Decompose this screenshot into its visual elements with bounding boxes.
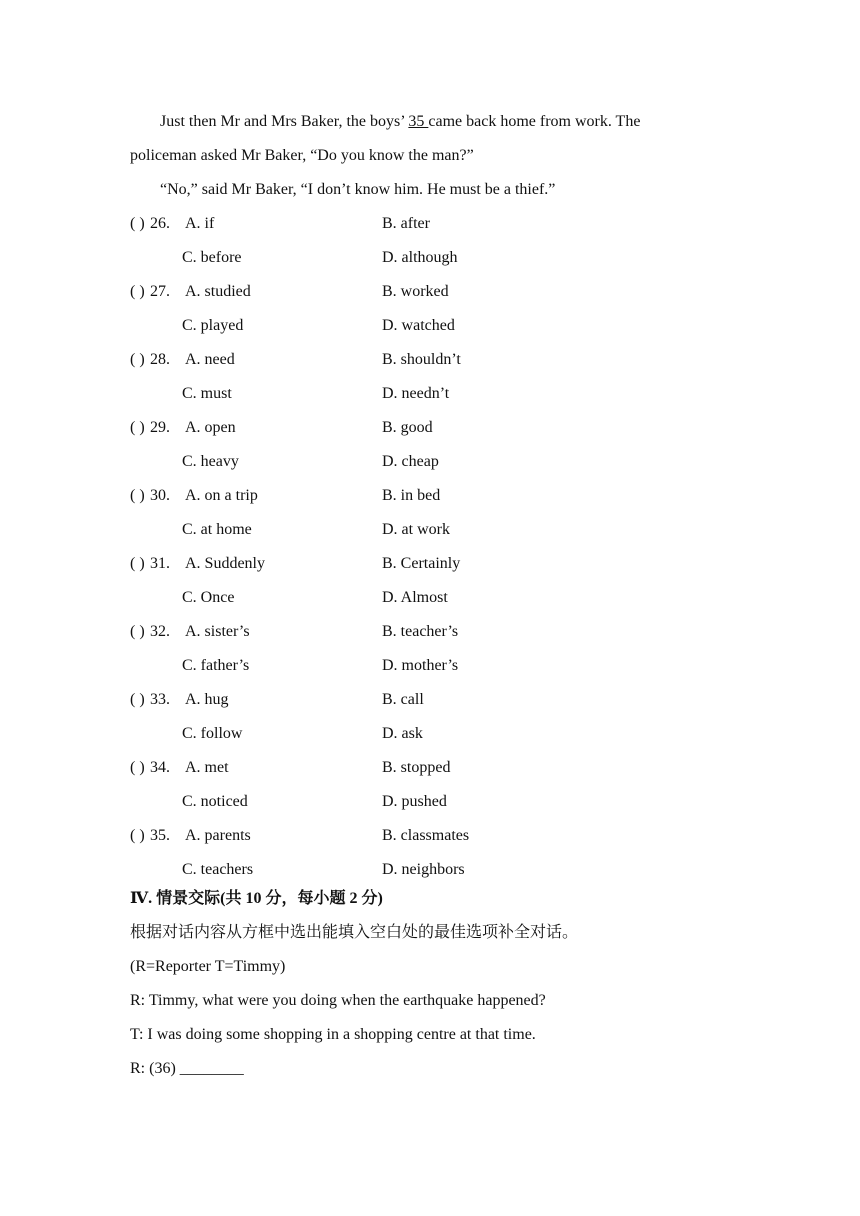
question-number: 35. xyxy=(150,827,170,844)
option-a: A. hug xyxy=(185,691,229,708)
option-a: A. parents xyxy=(185,827,251,844)
option-a: A. on a trip xyxy=(185,487,258,504)
passage-text: Just then Mr and Mrs Baker, the boys’ xyxy=(160,113,405,130)
option-b: B. Certainly xyxy=(382,555,461,572)
option-d: D. mother’s xyxy=(382,657,459,674)
option-d: D. ask xyxy=(382,725,423,742)
option-b: B. good xyxy=(382,419,433,436)
option-a: A. Suddenly xyxy=(185,555,265,572)
option-d: D. pushed xyxy=(382,793,447,810)
option-b: B. in bed xyxy=(382,487,441,504)
option-c: C. played xyxy=(182,317,244,334)
option-a: A. studied xyxy=(185,283,251,300)
option-d: D. although xyxy=(382,249,458,266)
option-d: D. cheap xyxy=(382,453,439,470)
passage-line-2: policeman asked Mr Baker, “Do you know the man?” xyxy=(130,147,474,164)
option-c: C. father’s xyxy=(182,657,250,674)
section-instruction: 根据对话内容从方框中选出能填入空白处的最佳选项补全对话。 xyxy=(130,924,579,941)
option-c: C. teachers xyxy=(182,861,254,878)
question-number: 27. xyxy=(150,283,170,300)
answer-bracket[interactable]: ( ) xyxy=(130,691,145,708)
option-c: C. heavy xyxy=(182,453,239,470)
roles-legend: (R=Reporter T=Timmy) xyxy=(130,958,286,975)
dialog-line: R: (36) ________ xyxy=(130,1060,244,1077)
question-number: 31. xyxy=(150,555,170,572)
option-a: A. need xyxy=(185,351,235,368)
option-d: D. Almost xyxy=(382,589,448,606)
question-number: 28. xyxy=(150,351,170,368)
dialog-line: R: Timmy, what were you doing when the earthquake happened? xyxy=(130,992,546,1009)
option-a: A. met xyxy=(185,759,229,776)
question-number: 26. xyxy=(150,215,170,232)
blank-35: 35 xyxy=(408,113,429,130)
answer-bracket[interactable]: ( ) xyxy=(130,283,145,300)
option-b: B. after xyxy=(382,215,430,232)
dialog-line: T: I was doing some shopping in a shopping centre at that time. xyxy=(130,1026,536,1043)
answer-bracket[interactable]: ( ) xyxy=(130,487,145,504)
passage-line-3: “No,” said Mr Baker, “I don’t know him. He must be a thief.” xyxy=(160,181,556,198)
option-b: B. teacher’s xyxy=(382,623,459,640)
option-d: D. neighbors xyxy=(382,861,465,878)
answer-bracket[interactable]: ( ) xyxy=(130,555,145,572)
section-heading: Ⅳ. 情景交际(共 10 分，每小题 2 分) xyxy=(130,890,383,907)
answer-bracket[interactable]: ( ) xyxy=(130,215,145,232)
option-c: C. noticed xyxy=(182,793,248,810)
question-number: 32. xyxy=(150,623,170,640)
answer-bracket[interactable]: ( ) xyxy=(130,827,145,844)
passage-line-1 xyxy=(160,112,640,132)
option-c: C. Once xyxy=(182,589,235,606)
option-a: A. sister’s xyxy=(185,623,250,640)
passage-text: came back home from work. The xyxy=(428,113,641,130)
option-c: C. before xyxy=(182,249,242,266)
question-number: 29. xyxy=(150,419,170,436)
answer-bracket[interactable]: ( ) xyxy=(130,759,145,776)
option-d: D. needn’t xyxy=(382,385,450,402)
answer-bracket[interactable]: ( ) xyxy=(130,351,145,368)
option-d: D. watched xyxy=(382,317,455,334)
option-b: B. stopped xyxy=(382,759,451,776)
question-number: 34. xyxy=(150,759,170,776)
option-c: C. at home xyxy=(182,521,252,538)
option-d: D. at work xyxy=(382,521,450,538)
question-number: 33. xyxy=(150,691,170,708)
option-a: A. open xyxy=(185,419,236,436)
option-c: C. follow xyxy=(182,725,243,742)
option-b: B. shouldn’t xyxy=(382,351,461,368)
answer-bracket[interactable]: ( ) xyxy=(130,419,145,436)
answer-bracket[interactable]: ( ) xyxy=(130,623,145,640)
option-b: B. call xyxy=(382,691,424,708)
question-number: 30. xyxy=(150,487,170,504)
option-b: B. worked xyxy=(382,283,449,300)
option-a: A. if xyxy=(185,215,215,232)
option-c: C. must xyxy=(182,385,232,402)
option-b: B. classmates xyxy=(382,827,470,844)
